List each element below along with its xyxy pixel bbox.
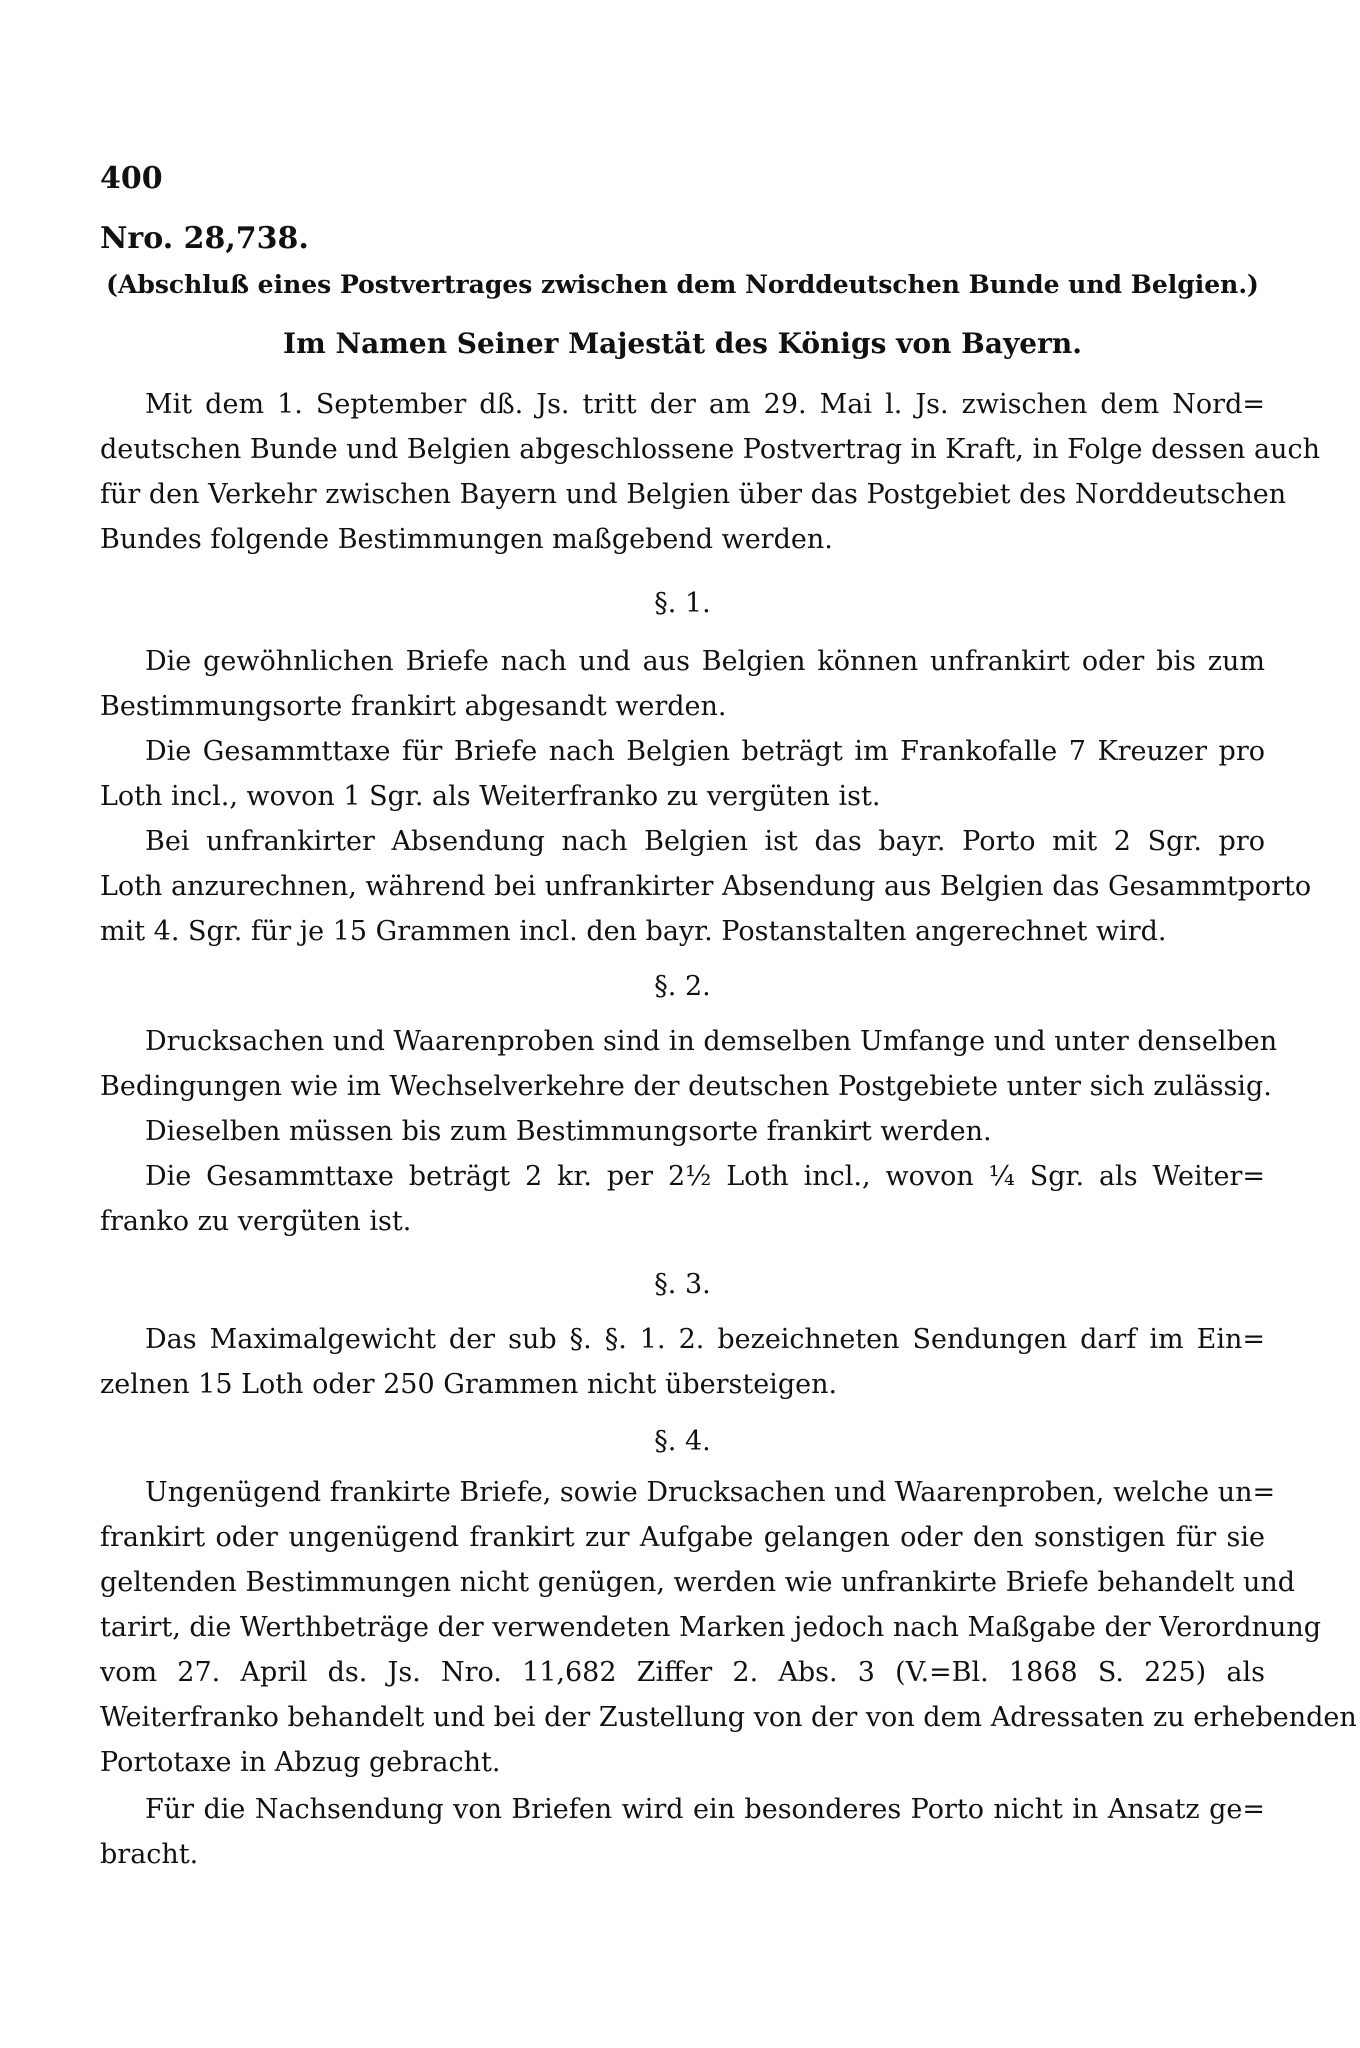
document-subtitle: (Abschluß eines Postvertrages zwischen dem Norddeutschen Bunde und Belgien.) bbox=[106, 270, 1259, 299]
intro-line: Bundes folgende Bestimmungen maßgebend werden. bbox=[100, 524, 833, 555]
section-line: zelnen 15 Loth oder 250 Grammen nicht übersteigen. bbox=[100, 1369, 838, 1400]
section-line: bracht. bbox=[100, 1839, 199, 1870]
section-line: tarirt, die Werthbeträge der verwendeten Marken jedoch nach Maßgabe der Verordnung bbox=[100, 1612, 1322, 1643]
section-line: Bestimmungsorte frankirt abgesandt werden. bbox=[100, 691, 727, 722]
document-number: Nro. 28,738. bbox=[100, 221, 309, 256]
section-line: Das Maximalgewicht der sub §. §. 1. 2. bezeichneten Sendungen darf im Ein= bbox=[145, 1324, 1265, 1355]
section-line: Weiterfranko behandelt und bei der Zustellung von der von dem Adressaten zu erhebenden bbox=[100, 1702, 1357, 1733]
intro-line: für den Verkehr zwischen Bayern und Belgien über das Postgebiet des Norddeutschen bbox=[100, 479, 1287, 510]
section-title: §. 3. bbox=[654, 1269, 711, 1300]
section-line: geltenden Bestimmungen nicht genügen, werden wie unfrankirte Briefe behandelt und bbox=[100, 1567, 1296, 1598]
section-line: Drucksachen und Waarenproben sind in demselben Umfange und unter denselben bbox=[145, 1026, 1278, 1057]
section-line: Die Gesammttaxe beträgt 2 kr. per 2½ Loth incl., wovon ¼ Sgr. als Weiter= bbox=[145, 1161, 1265, 1192]
section-line: Ungenügend frankirte Briefe, sowie Drucksachen und Waarenproben, welche un= bbox=[145, 1477, 1276, 1508]
section-line: Dieselben müssen bis zum Bestimmungsorte frankirt werden. bbox=[145, 1116, 992, 1147]
section-line: Die gewöhnlichen Briefe nach und aus Belgien können unfrankirt oder bis zum bbox=[145, 646, 1265, 677]
section-line: Für die Nachsendung von Briefen wird ein besonderes Porto nicht in Ansatz ge= bbox=[145, 1794, 1265, 1825]
section-line: Loth anzurechnen, während bei unfrankirter Absendung aus Belgien das Gesammtporto bbox=[100, 871, 1312, 902]
section-line: Portotaxe in Abzug gebracht. bbox=[100, 1747, 501, 1778]
section-title: §. 2. bbox=[654, 971, 711, 1002]
section-line: Loth incl., wovon 1 Sgr. als Weiterfranko zu vergüten ist. bbox=[100, 781, 881, 812]
section-title: §. 1. bbox=[654, 588, 711, 619]
section-line: Bei unfrankirter Absendung nach Belgien ist das bayr. Porto mit 2 Sgr. pro bbox=[145, 826, 1265, 857]
section-line: frankirt oder ungenügend frankirt zur Aufgabe gelangen oder den sonstigen für sie bbox=[100, 1522, 1265, 1553]
section-title: §. 4. bbox=[654, 1426, 711, 1457]
document-heading: Im Namen Seiner Majestät des Königs von Bayern. bbox=[283, 327, 1082, 360]
intro-line: Mit dem 1. September dß. Js. tritt der am 29. Mai l. Js. zwischen dem Nord= bbox=[145, 389, 1265, 420]
section-line: Die Gesammttaxe für Briefe nach Belgien beträgt im Frankofalle 7 Kreuzer pro bbox=[145, 736, 1265, 767]
section-line: mit 4. Sgr. für je 15 Grammen incl. den bayr. Postanstalten angerechnet wird. bbox=[100, 916, 1167, 947]
section-line: vom 27. April ds. Js. Nro. 11,682 Ziffer 2. Abs. 3 (V.=Bl. 1868 S. 225) als bbox=[100, 1657, 1265, 1688]
section-line: Bedingungen wie im Wechselverkehre der deutschen Postgebiete unter sich zulässig. bbox=[100, 1071, 1272, 1102]
intro-line: deutschen Bunde und Belgien abgeschlossene Postvertrag in Kraft, in Folge dessen auch bbox=[100, 434, 1320, 465]
section-line: franko zu vergüten ist. bbox=[100, 1206, 412, 1237]
page-number: 400 bbox=[100, 161, 163, 196]
